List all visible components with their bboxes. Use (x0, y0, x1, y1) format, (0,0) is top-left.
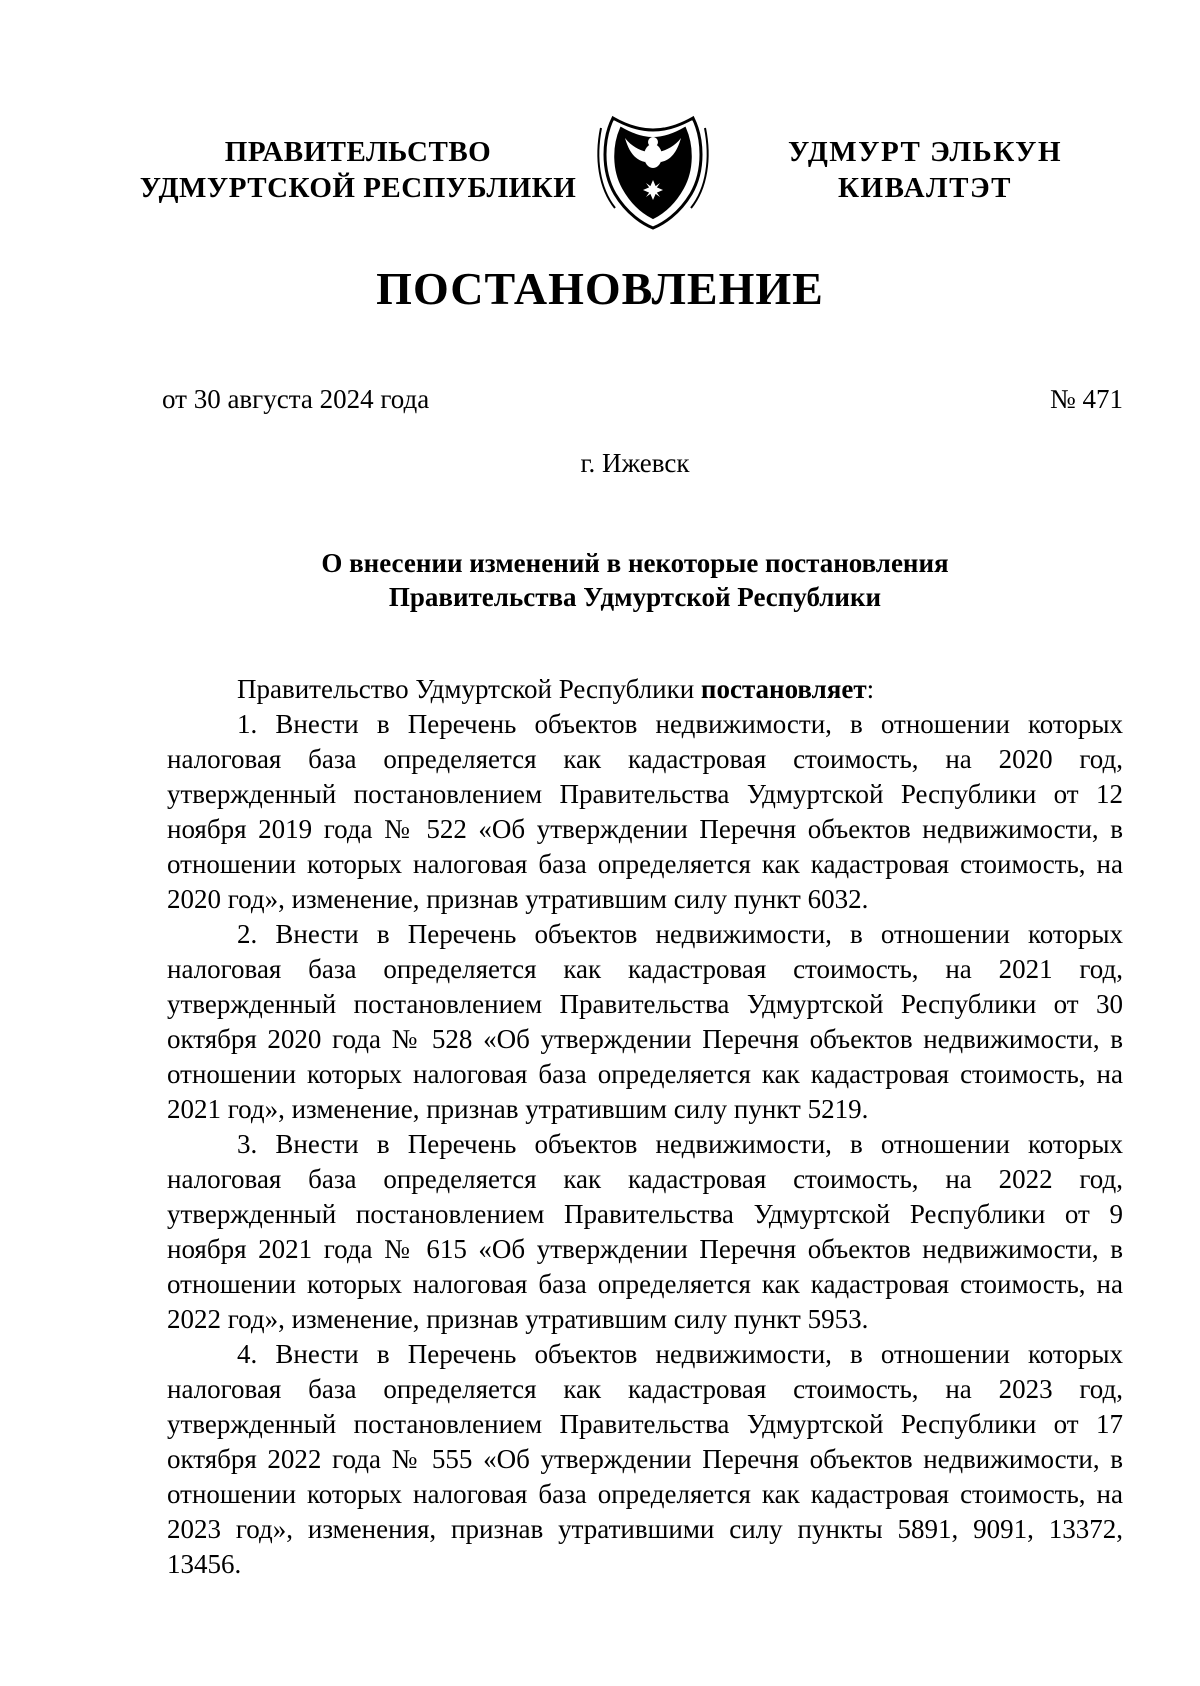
document-number: № 471 (1049, 384, 1123, 414)
paragraph-4: 4. Внести в Перечень объектов недвижимости, в отношении которых налоговая база определяется как кадастровая стоимость, на 2023 год, утвержденный постановлением Правительства Удмуртской Республики от 17 октября 2022 года № 555 «Об утверждении Перечня объектов недвижимости, в отношении которых налоговая база определяется как кадастровая стоимость, на 2023 год», изменения, признав утратившими силу пункты 5891, 9091, 13372, 13456. (167, 1339, 1123, 1579)
document-date: от 30 августа 2024 года (162, 384, 430, 414)
intro-paragraph (167, 672, 1123, 707)
document-type-title: ПОСТАНОВЛЕНИЕ (376, 263, 824, 314)
header-right-line2: КИВАЛТЭТ (837, 172, 1012, 204)
intro-text: Правительство Удмуртской Республики (237, 674, 701, 704)
document-city: г. Ижевск (580, 448, 690, 478)
header-left-line2: УДМУРТСКОЙ РЕСПУБЛИКИ (139, 172, 577, 204)
header-left-block (138, 134, 578, 206)
header-left-line1: ПРАВИТЕЛЬСТВО (224, 136, 492, 168)
paragraph-2: 2. Внести в Перечень объектов недвижимости, в отношении которых налоговая база определяется как кадастровая стоимость, на 2021 год, утвержденный постановлением Правительства Удмуртской Республики от 30 октября 2020 года № 528 «Об утверждении Перечня объектов недвижимости, в отношении которых налоговая база определяется как кадастровая стоимость, на 2021 год», изменение, признав утратившим силу пункт 5219. (167, 919, 1123, 1124)
paragraph-1: 1. Внести в Перечень объектов недвижимости, в отношении которых налоговая база определяется как кадастровая стоимость, на 2020 год, утвержденный постановлением Правительства Удмуртской Республики от 12 ноября 2019 года № 522 «Об утверждении Перечня объектов недвижимости, в отношении которых налоговая база определяется как кадастровая стоимость, на 2020 год», изменение, признав утратившим силу пункт 6032. (167, 709, 1123, 914)
subject-line1: О внесении изменений в некоторые постановления (321, 548, 949, 578)
intro-bold-word: постановляет (700, 674, 867, 704)
intro-colon: : (866, 674, 875, 704)
subject-line2: Правительства Удмуртской Республики (388, 582, 882, 612)
document-body (167, 672, 1123, 1582)
document-subject (0, 546, 1200, 614)
header-right-line1: УДМУРТ ЭЛЬКУН (787, 136, 1063, 168)
header-right-block (775, 134, 1075, 206)
udmurt-coat-of-arms-icon (595, 108, 711, 230)
paragraph-3: 3. Внести в Перечень объектов недвижимости, в отношении которых налоговая база определяется как кадастровая стоимость, на 2022 год, утвержденный постановлением Правительства Удмуртской Республики от 9 ноября 2021 года № 615 «Об утверждении Перечня объектов недвижимости, в отношении которых налоговая база определяется как кадастровая стоимость, на 2022 год», изменение, признав утратившим силу пункт 5953. (167, 1129, 1123, 1334)
